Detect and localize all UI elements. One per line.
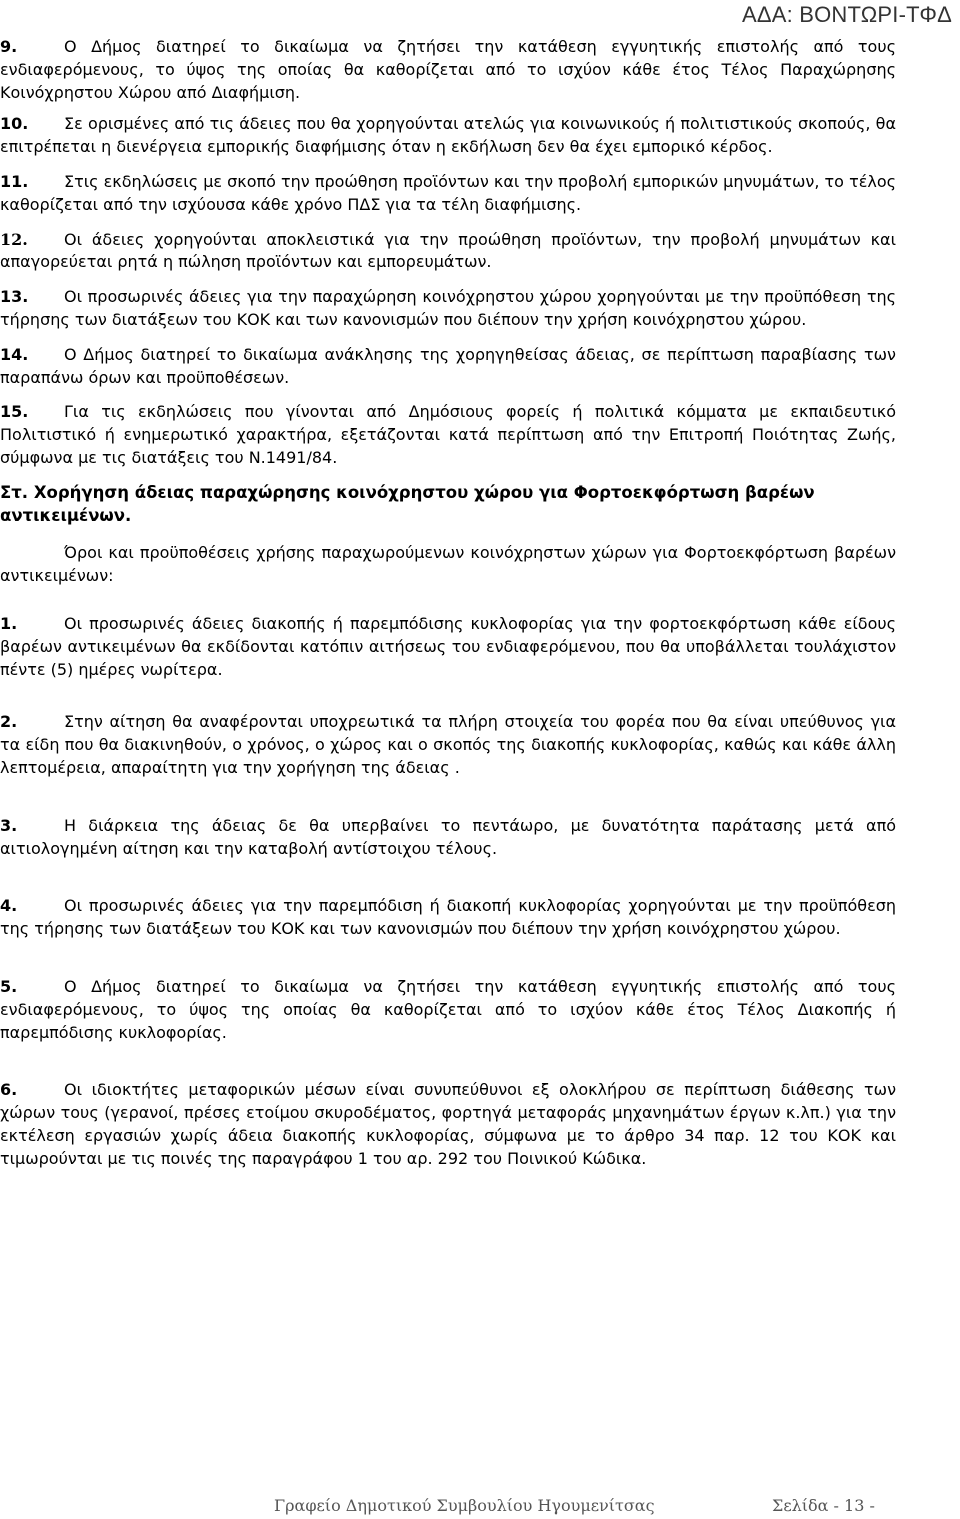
item-text: Οι προσωρινές άδειες για την παραχώρηση κοινόχρηστου χώρου χορηγούνται με την προϋπόθεση της τήρησης των διατάξεων του ΚΟΚ και των κανονισμών που διέπουν την χρήση κοινόχρηστου χώρου. (0, 287, 896, 329)
item-number: 9. (0, 37, 18, 56)
item-number: 2. (0, 712, 18, 732)
footer-page-number: Σελίδα - 13 - (772, 1496, 875, 1515)
item-11 (0, 171, 896, 217)
item-b5 (0, 976, 896, 1044)
item-9 (0, 36, 896, 104)
item-text: Ο Δήμος διατηρεί το δικαίωμα να ζητήσει την κατάθεση εγγυητικής επιστολής από τους ενδιαφερόμενους, το ύψος της οποίας θα καθορίζεται από το ισχύον κάθε έτος Τέλος Διακοπής ή παρεμπόδισης κυκλοφορίας. (0, 976, 896, 1042)
section-heading: Στ. Χορήγηση άδειας παραχώρησης κοινόχρηστου χώρου για Φορτοεκφόρτωση βαρέων αντικειμένων. (0, 482, 815, 525)
item-number: 10. (0, 114, 29, 134)
item-text: Η διάρκεια της άδειας δε θα υπερβαίνει το πεντάωρο, με δυνατότητα παράτασης μετά από αιτιολογημένη αίτηση και την καταβολή αντίστοιχου τέλους. (0, 815, 896, 858)
item-text: Οι προσωρινές άδειες για την παρεμπόδιση ή διακοπή κυκλοφορίας χορηγούνται με την προϋπόθεση της τήρησης των διατάξεων του ΚΟΚ και των κανονισμών που διέπουν την χρήση κοινόχρηστου χώρου. (0, 896, 896, 939)
item-text: Σε ορισμένες από τις άδειες που θα χορηγούνται ατελώς για κοινωνικούς ή πολιτιστικούς σκοπούς, θα επιτρέπεται η διενέργεια εμπορικής διαφήμισης όταν η εκδήλωση δεν θα έχει εμπορικό κέρδος. (0, 114, 896, 157)
item-text: Οι προσωρινές άδειες διακοπής ή παρεμπόδισης κυκλοφορίας για την φορτοεκφόρτωση κάθε είδους βαρέων αντικειμένων θα εκδίδονται κατόπιν αιτήσεως του ενδιαφερόμενου, που θα υποβάλλεται τουλάχιστον πέντε (5) ημέρες νωρίτερα. (0, 613, 896, 679)
item-text: Στις εκδηλώσεις με σκοπό την προώθηση προϊόντων και την προβολή εμπορικών μηνυμάτων, το τέλος καθορίζεται από την ισχύουσα κάθε χρόνο ΠΔΣ για τα τέλη διαφήμισης. (0, 171, 896, 214)
item-b3 (0, 815, 896, 861)
item-number: 14. (0, 344, 29, 364)
item-b1 (0, 613, 896, 681)
footer-office: Γραφείο Δημοτικού Συμβουλίου Ηγουμενίτσας (274, 1496, 655, 1515)
item-text: Στην αίτηση θα αναφέρονται υποχρεωτικά τα πλήρη στοιχεία του φορέα που θα είναι υπεύθυνος για τα είδη που θα διακινηθούν, ο χρόνος, ο χώρος και ο σκοπός της διακοπής κυκλοφορίας, καθώς και κάθε άλλη λεπτομέρεια, απαραίτητη για την χορήγηση της άδειας . (0, 712, 896, 777)
item-number: 4. (0, 896, 18, 916)
ada-code: ΑΔΑ: ΒΟΝΤΩΡΙ-ΤΦΔ (741, 2, 952, 27)
item-number: 13. (0, 287, 29, 307)
item-number: 11. (0, 171, 29, 191)
item-number: 5. (0, 976, 18, 996)
item-text: Για τις εκδηλώσεις που γίνονται από Δημόσιους φορείς ή πολιτικά κόμματα με εκπαιδευτικό Πολιτιστικό ή ενημερωτικό χαρακτήρα, εξετάζονται κατά περίπτωση από την Επιτροπή Ποιότητας Ζωής, σύμφωνα με τις διατάξεις του Ν.1491/84. (0, 402, 896, 467)
item-number: 1. (0, 613, 18, 633)
item-text: Οι άδειες χορηγούνται αποκλειστικά για την προώθηση προϊόντων, την προβολή μηνυμάτων και απαγορεύεται ρητά η πώληση προϊόντων και εμπορευμάτων. (0, 229, 896, 272)
document-body (0, 36, 896, 1170)
item-15 (0, 401, 896, 469)
section-intro: Όροι και προϋποθέσεις χρήσης παραχωρούμενων κοινόχρηστων χώρων για Φορτοεκφόρτωση βαρέων αντικειμένων: (0, 543, 896, 586)
item-text: Οι ιδιοκτήτες μεταφορικών μέσων είναι συνυπεύθυνοι εξ ολοκλήρου σε περίπτωση διάθεσης των χώρων τους (γερανοί, πρέσες ετοίμου σκυροδέματος, φορτηγά μεταφοράς μηχανημάτων έργων κ.λπ.) για την εκτέλεση εργασιών χωρίς άδεια διακοπής κυκλοφορίας, σύμφωνα με το άρθρο 34 παρ. 12 του ΚΟΚ και τιμωρούνται με τις ποινές της παραγράφου 1 του αρ. 292 του Ποινικού Κώδικα. (0, 1080, 896, 1168)
item-b4 (0, 895, 896, 941)
item-10 (0, 113, 896, 159)
item-number: 15. (0, 402, 29, 422)
item-b2 (0, 711, 896, 779)
item-text: Ο Δήμος διατηρεί το δικαίωμα ανάκλησης της χορηγηθείσας άδειας, σε περίπτωση παραβίασης των παραπάνω όρων και προϋποθέσεων. (0, 344, 896, 387)
item-text: Ο Δήμος διατηρεί το δικαίωμα να ζητήσει την κατάθεση εγγυητικής επιστολής από τους ενδιαφερόμενους, το ύψος της οποίας θα καθορίζεται από το ισχύον κάθε έτος Τέλος Παραχώρησης Κοινόχρηστου Χώρου από Διαφήμιση. (0, 37, 896, 102)
item-number: 12. (0, 229, 28, 249)
item-14 (0, 344, 896, 390)
item-number: 6. (0, 1080, 18, 1100)
item-number: 3. (0, 815, 18, 835)
item-13 (0, 286, 896, 332)
item-12 (0, 229, 896, 275)
item-b6 (0, 1079, 896, 1170)
